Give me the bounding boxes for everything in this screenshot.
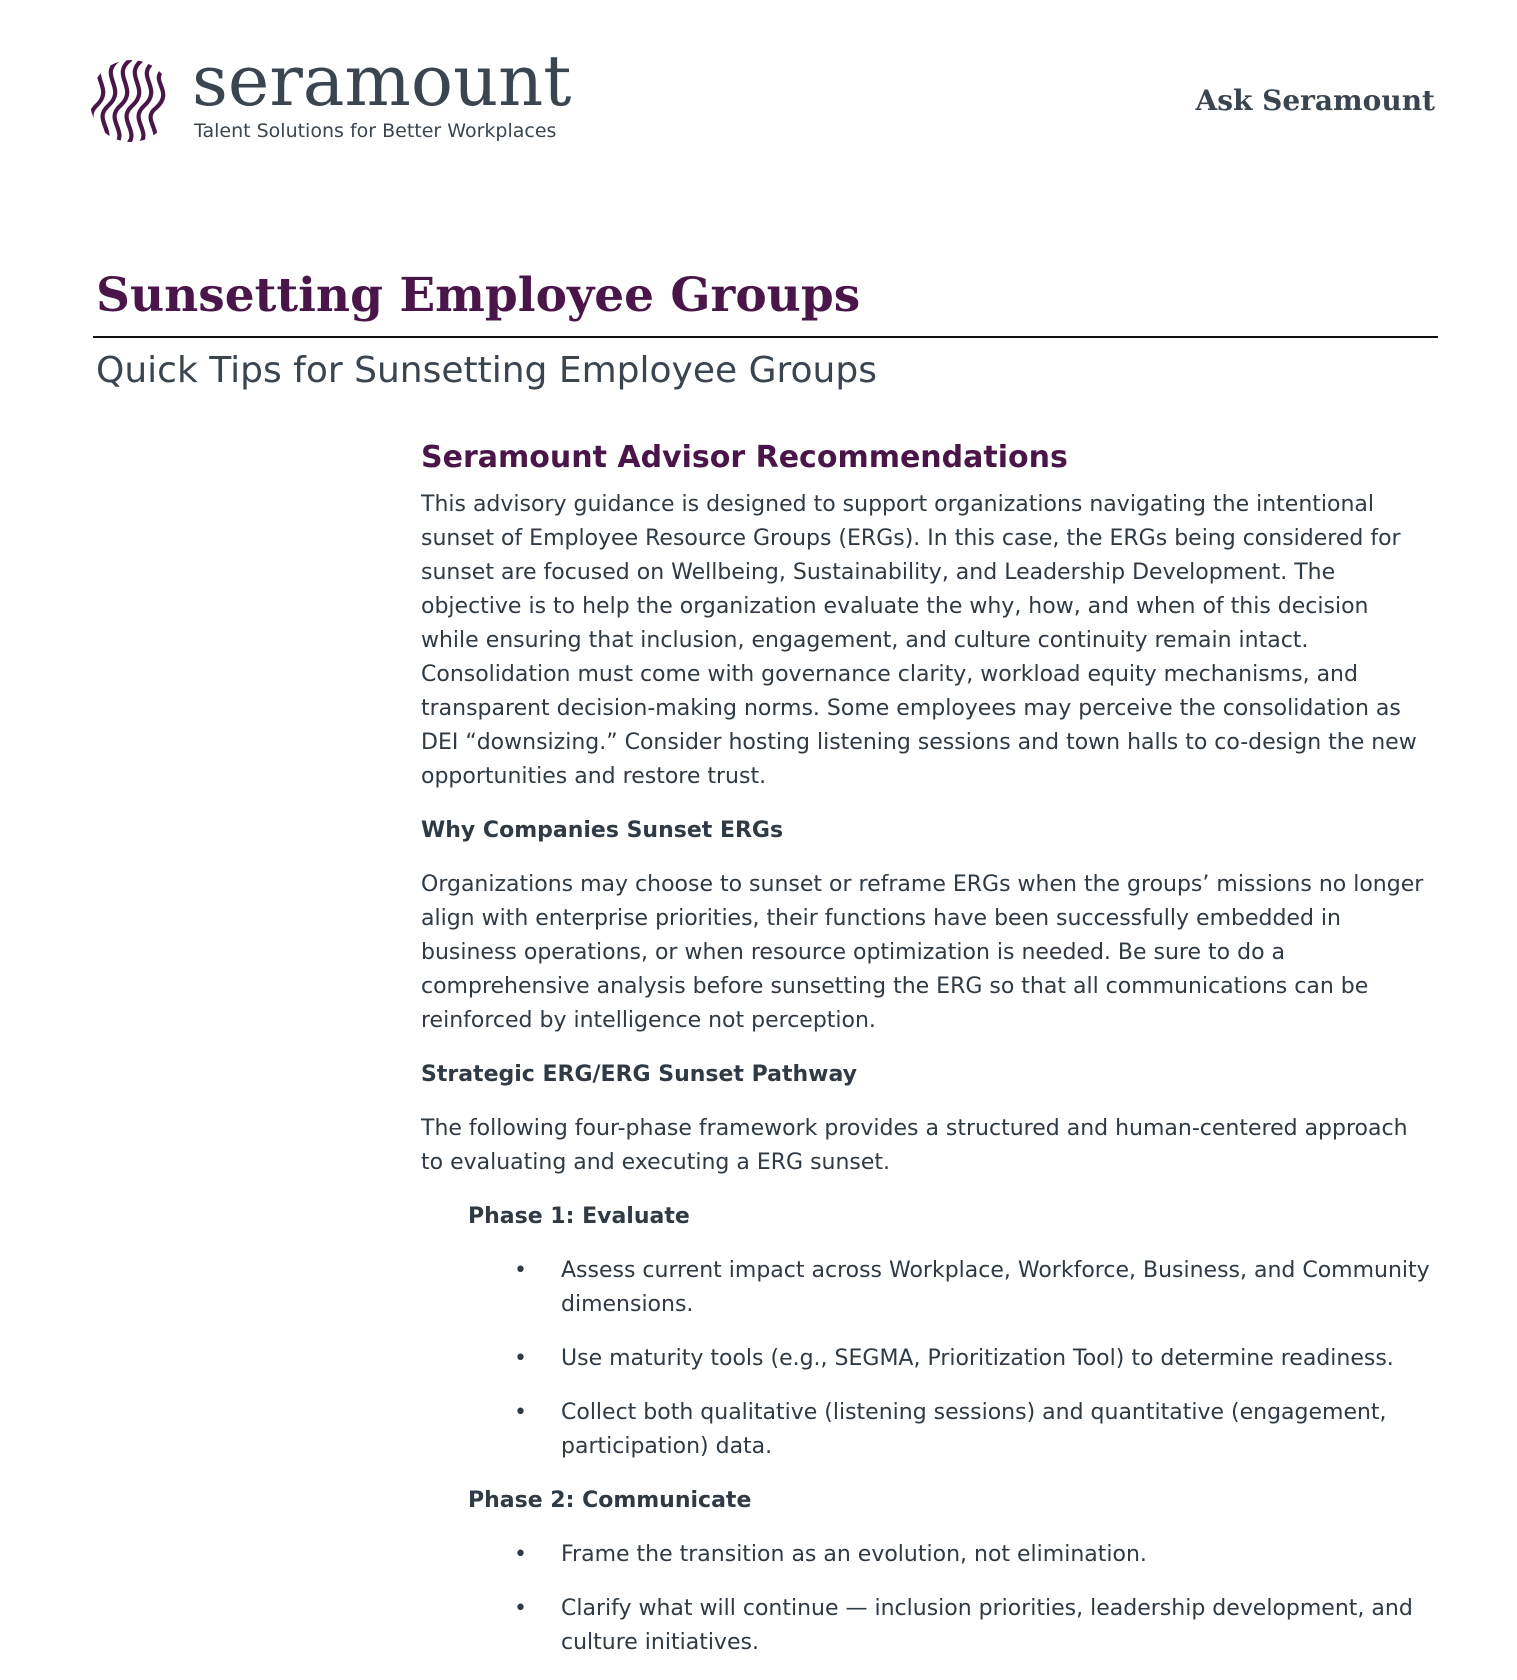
why-paragraph: Organizations may choose to sunset or reframe ERGs when the groups’ missions no longer align with enterprise priorities, their functions have been successfully embedded in business operations, or when resource optimization is needed. Be sure to do a comprehensive analysis before sunsetting the ERG so that all communications can be reinforced by intelligence not perception. [421,872,1424,1033]
intro-paragraph: This advisory guidance is designed to support organizations navigating the intentional sunset of Employee Resource Groups (ERGs). In this case, the ERGs being considered for sunset are focused on Wellbeing, Sustainability, and Leadership Development. The objective is to help the organization evaluate the why, how, and when of this decision while ensuring that inclusion, engagement, and culture continuity remain intact. Consolidation must come with governance clarity, workload equity mechanisms, and transparent decision-making norms. Some employees may perceive the consolidation as DEI “downsizing.” Consider hosting listening sessions and town halls to co-design the new opportunities and restore trust. [421,492,1417,789]
list-item-text: Collect both qualitative (listening sessions) and quantitative (engagement, participation) data. [561,1400,1387,1459]
list-item [421,1538,1431,1572]
title-divider [93,336,1438,338]
phase-heading: Phase 2: Communicate [468,1488,752,1513]
logo-wordmark: seramount [192,40,572,122]
list-item [421,1342,1431,1376]
bullet-icon: • [514,1596,527,1621]
section-heading: Seramount Advisor Recommendations [421,440,1068,475]
bullet-icon: • [514,1400,527,1425]
phase-heading: Phase 1: Evaluate [468,1204,690,1229]
phase-1 [421,1200,1431,1464]
seramount-logo[interactable] [88,40,578,148]
phase-1-list [421,1254,1431,1464]
list-item-text: Clarify what will continue — inclusion priorities, leadership development, and culture initiatives. [561,1596,1413,1655]
list-item-text: Frame the transition as an evolution, not elimination. [561,1542,1147,1567]
list-item [421,1396,1431,1464]
bullet-icon: • [514,1346,527,1371]
main-content [421,440,1431,1680]
list-item [421,1592,1431,1660]
seramount-wave-icon [88,58,174,144]
phase-2 [421,1484,1431,1660]
list-item-text: Use maturity tools (e.g., SEGMA, Prioritization Tool) to determine readiness. [561,1346,1394,1371]
pathway-heading: Strategic ERG/ERG Sunset Pathway [421,1062,857,1087]
bullet-icon: • [514,1258,527,1283]
ask-seramount-link[interactable]: Ask Seramount [1195,84,1435,117]
page-title: Sunsetting Employee Groups [96,268,861,323]
pathway-paragraph: The following four-phase framework provides a structured and human-centered approach to evaluating and executing a ERG sunset. [421,1116,1408,1175]
why-heading: Why Companies Sunset ERGs [421,818,784,843]
list-item [421,1254,1431,1322]
list-item-text: Assess current impact across Workplace, Workforce, Business, and Community dimensions. [561,1258,1430,1317]
page-subtitle: Quick Tips for Sunsetting Employee Groups [96,350,877,391]
bullet-icon: • [514,1542,527,1567]
phase-2-list [421,1538,1431,1660]
logo-tagline: Talent Solutions for Better Workplaces [194,120,557,142]
